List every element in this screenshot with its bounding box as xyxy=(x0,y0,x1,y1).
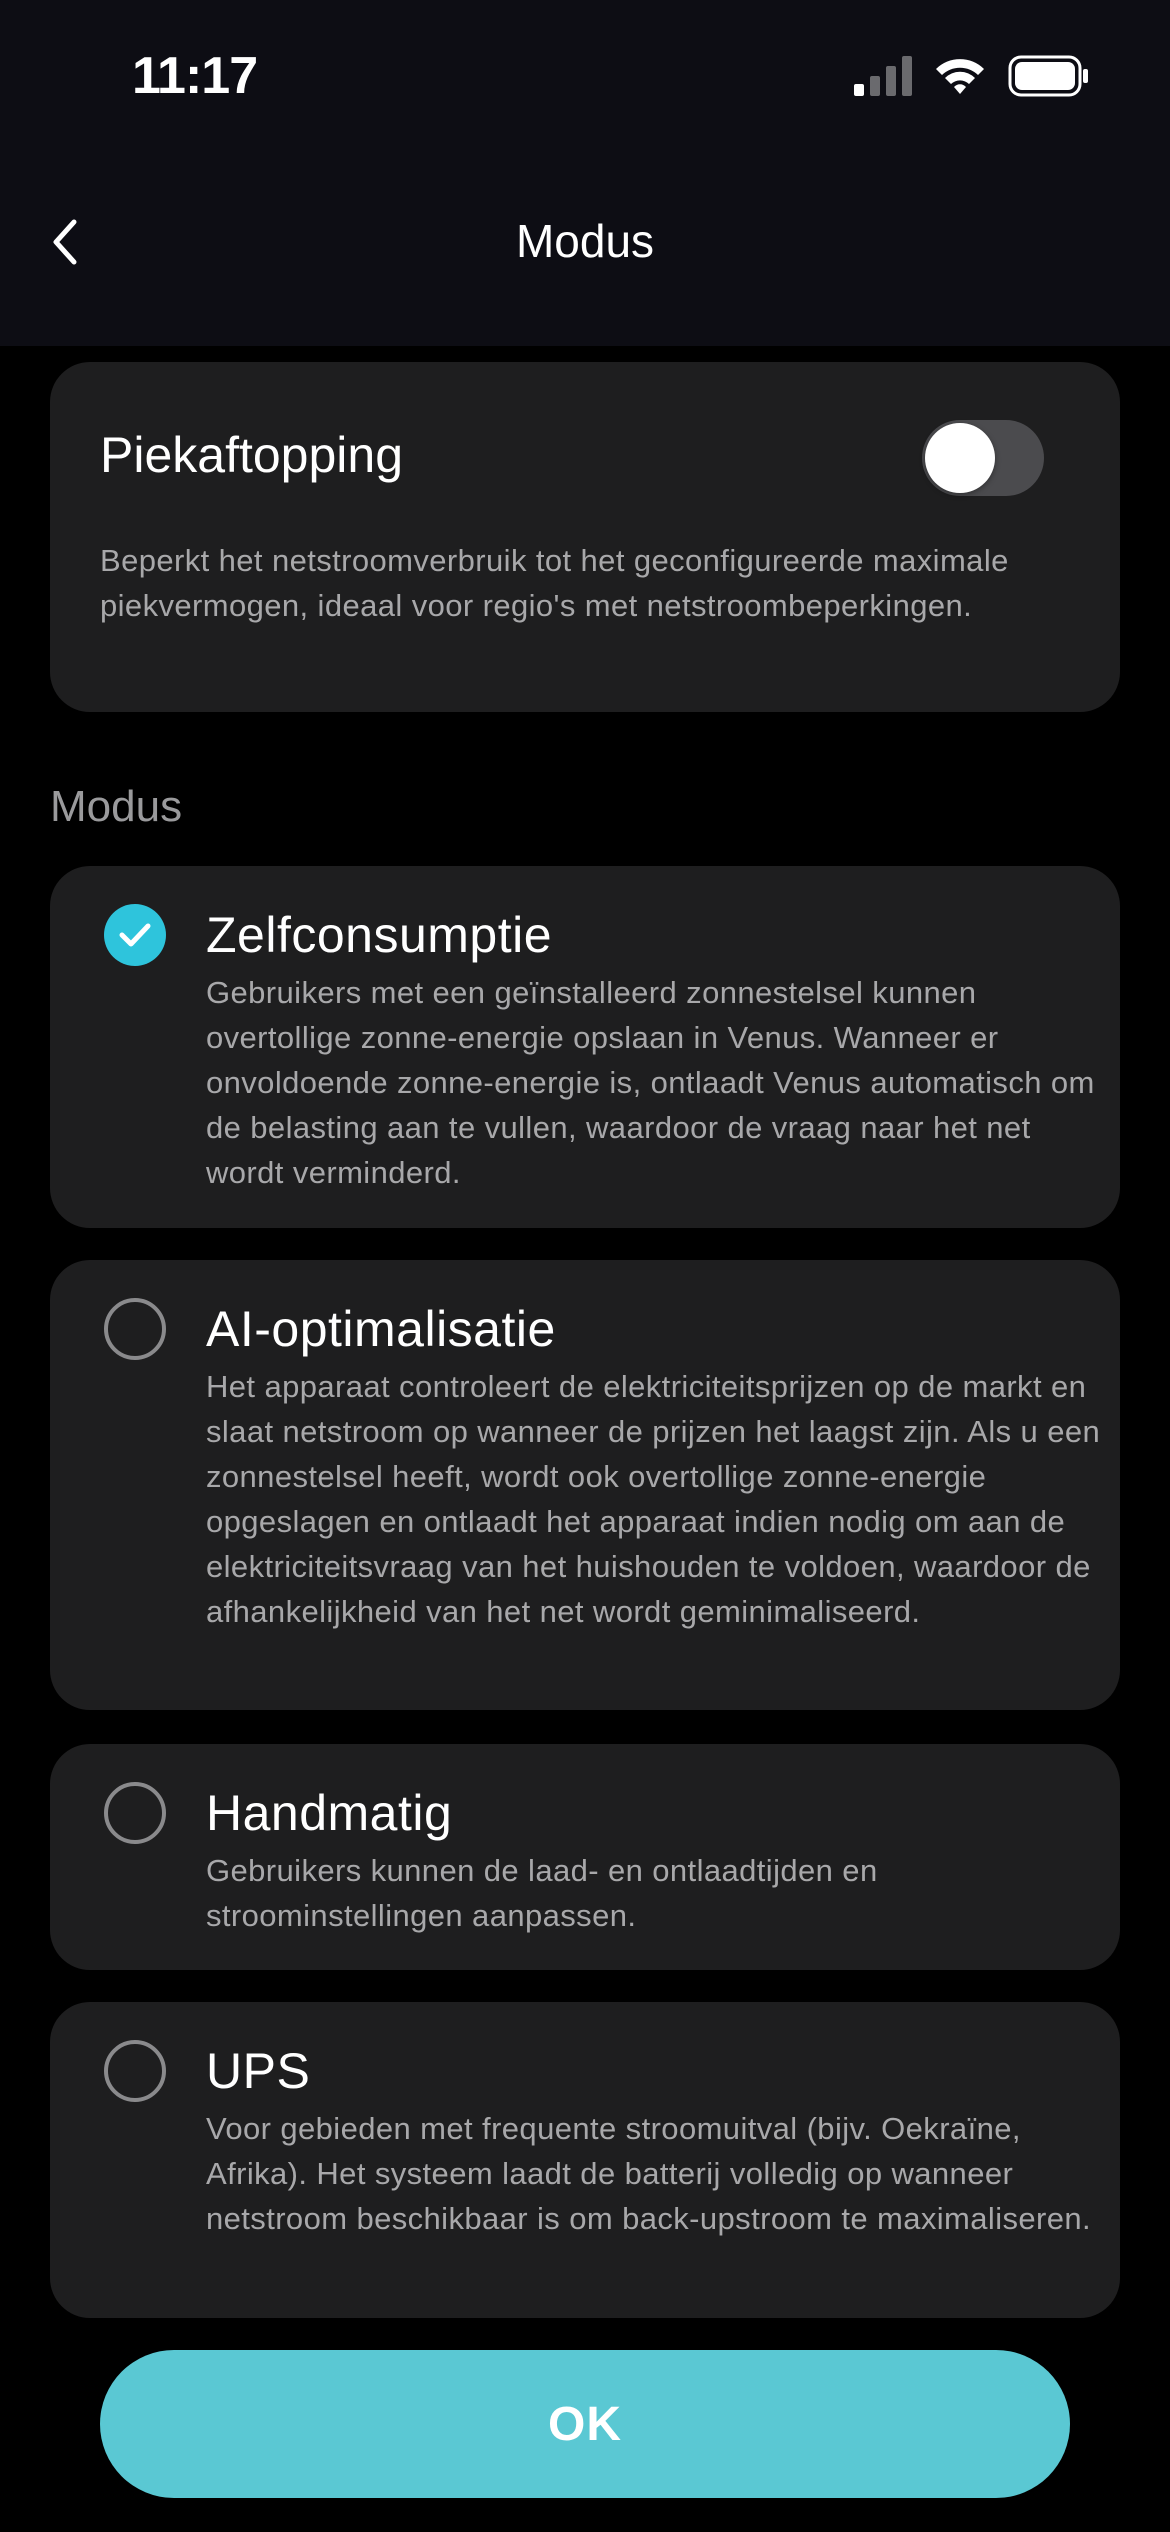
wifi-icon xyxy=(934,56,986,101)
mode-option-ups[interactable] xyxy=(50,2002,1120,2318)
peak-shaving-description: Beperkt het netstroomverbruik tot het geconfigureerde maximale piekvermogen, ideaal voor regio's met netstroombeperkingen. xyxy=(100,543,1009,623)
peak-shaving-toggle[interactable] xyxy=(922,420,1044,496)
peak-shaving-card xyxy=(50,362,1120,712)
radio-unchecked-icon[interactable] xyxy=(104,1782,166,1844)
mode-title: Handmatig xyxy=(206,1785,453,1841)
status-icons xyxy=(854,56,1090,100)
mode-description: Gebruikers met een geïnstalleerd zonnestelsel kunnen overtollige zonne-energie opslaan in Venus. Wanneer er onvoldoende zonne-energie is, ontlaadt Venus automatisch om de belasting aan te vullen, waardoor de vraag naar het net wordt verminderd. xyxy=(206,975,1095,1190)
mode-title: Zelfconsumptie xyxy=(206,907,553,963)
top-bar xyxy=(0,0,1170,346)
mode-title: UPS xyxy=(206,2043,311,2099)
page-title: Modus xyxy=(515,215,655,267)
status-time: 11:17 xyxy=(132,47,258,105)
battery-icon xyxy=(1008,55,1090,102)
mode-description: Gebruikers kunnen de laad- en ontlaadtijden en stroominstellingen aanpassen. xyxy=(206,1853,878,1933)
ok-button[interactable]: OK xyxy=(100,2350,1070,2498)
radio-unchecked-icon[interactable] xyxy=(104,1298,166,1360)
cellular-signal-icon xyxy=(854,56,912,101)
mode-description: Het apparaat controleert de elektriciteitsprijzen op de markt en slaat netstroom op wanneer de prijzen het laagst zijn. Als u een zonnestelsel heeft, wordt ook overtollige zonne-energie opgeslagen en ontlaadt het apparaat indien nodig om aan de elektriciteitsvraag van het huishouden te voldoen, waardoor de afhankelijkheid van het net wordt geminimaliseerd. xyxy=(206,1369,1101,1629)
peak-shaving-title: Piekaftopping xyxy=(100,427,404,483)
section-label-modus: Modus xyxy=(50,782,183,831)
radio-unchecked-icon[interactable] xyxy=(104,2040,166,2102)
mode-option-manual[interactable] xyxy=(50,1744,1120,1970)
toggle-knob xyxy=(925,423,995,493)
radio-checked-icon[interactable] xyxy=(104,904,166,966)
mode-option-ai-optimization[interactable] xyxy=(50,1260,1120,1710)
mode-title: AI-optimalisatie xyxy=(206,1301,556,1357)
mode-option-self-consumption[interactable] xyxy=(50,866,1120,1228)
mode-description: Voor gebieden met frequente stroomuitval (bijv. Oekraïne, Afrika). Het systeem laadt de batterij volledig op wanneer netstroom beschikbaar is om back-upstroom te maximaliseren. xyxy=(206,2111,1092,2236)
